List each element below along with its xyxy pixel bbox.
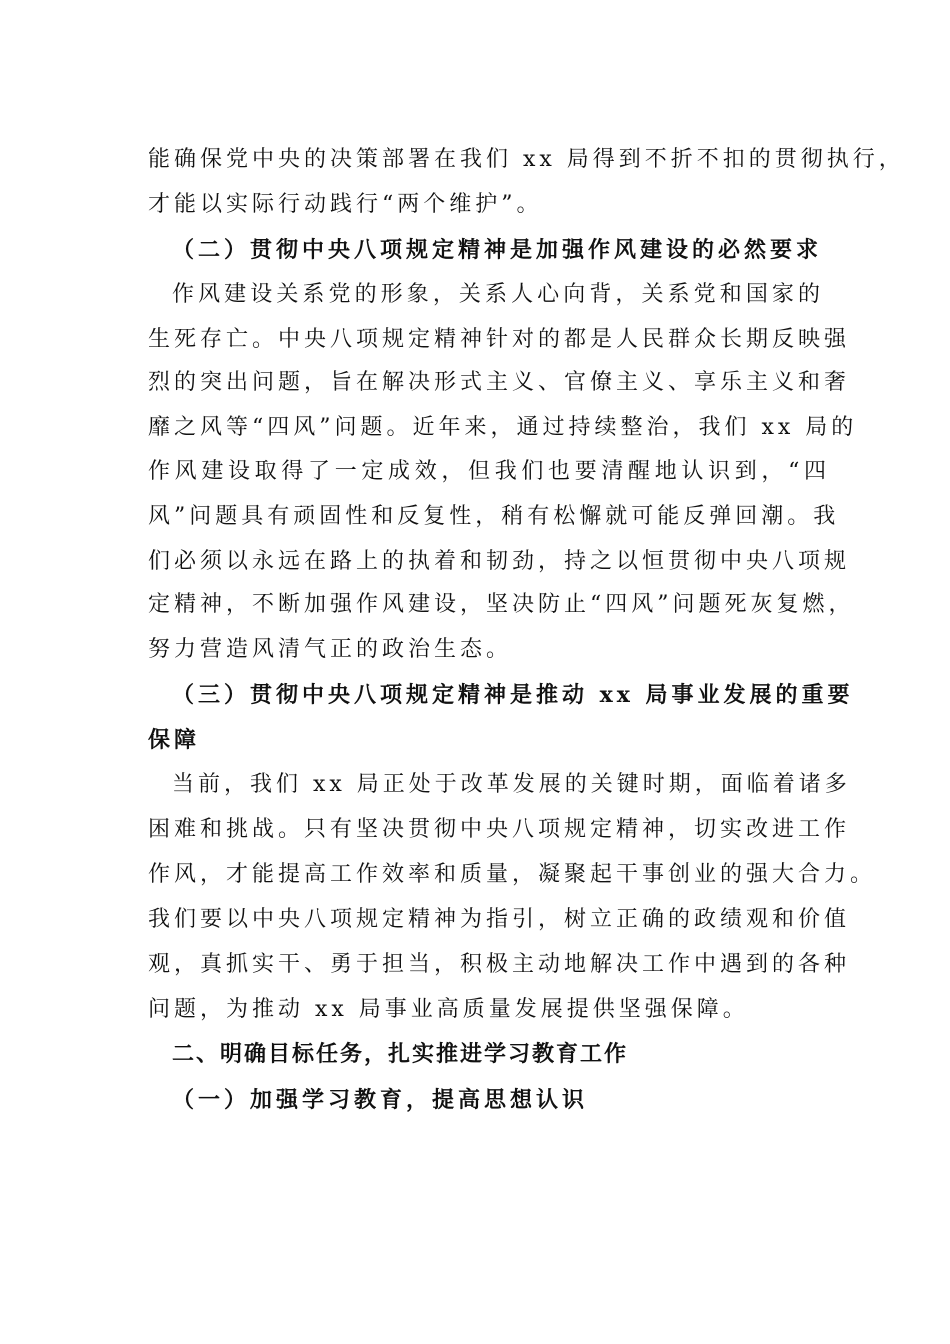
body-text-line: 我们要以中央八项规定精神为指引，树立正确的政绩观和价值 bbox=[148, 907, 851, 932]
body-text-line: 们必须以永远在路上的执着和韧劲，持之以恒贯彻中央八项规 bbox=[148, 549, 851, 574]
section-heading: 保障 bbox=[148, 727, 201, 753]
body-text-line: 靡之风等“四风”问题。近年来，通过持续整治，我们 xx 局的 bbox=[148, 415, 858, 440]
body-text-line: 问题，为推动 xx 局事业高质量发展提供坚强保障。 bbox=[148, 997, 749, 1022]
body-text-line: 困难和挑战。只有坚决贯彻中央八项规定精神，切实改进工作 bbox=[148, 817, 851, 842]
chapter-heading: 二、明确目标任务，扎实推进学习教育工作 bbox=[172, 1042, 629, 1067]
section-heading: （三）贯彻中央八项规定精神是推动 xx 局事业发展的重要 bbox=[172, 682, 854, 708]
section-heading: （二）贯彻中央八项规定精神是加强作风建设的必然要求 bbox=[172, 237, 823, 263]
body-text-line: 观，真抓实干、勇于担当，积极主动地解决工作中遇到的各种 bbox=[148, 952, 851, 977]
body-text-line: 才能以实际行动践行“两个维护”。 bbox=[148, 192, 543, 217]
body-text-line: 烈的突出问题，旨在解决形式主义、官僚主义、享乐主义和奢 bbox=[148, 370, 851, 395]
body-text-line: 能确保党中央的决策部署在我们 xx 局得到不折不扣的贯彻执行， bbox=[148, 147, 905, 172]
body-text-line: 作风建设关系党的形象，关系人心向背，关系党和国家的 bbox=[172, 282, 824, 307]
section-heading: （一）加强学习教育，提高思想认识 bbox=[172, 1087, 589, 1113]
body-text-line: 生死存亡。中央八项规定精神针对的都是人民群众长期反映强 bbox=[148, 327, 851, 352]
body-text-line: 作风建设取得了一定成效，但我们也要清醒地认识到，“四 bbox=[148, 459, 830, 484]
body-text-line: 定精神，不断加强作风建设，坚决防止“四风”问题死灰复燃， bbox=[148, 592, 855, 617]
body-text-line: 当前，我们 xx 局正处于改革发展的关键时期，面临着诸多 bbox=[172, 772, 851, 797]
body-text-line: 作风，才能提高工作效率和质量，凝聚起干事创业的强大合力。 bbox=[148, 862, 877, 887]
body-text-line: 风”问题具有顽固性和反复性，稍有松懈就可能反弹回潮。我 bbox=[148, 504, 840, 529]
body-text-line: 努力营造风清气正的政治生态。 bbox=[148, 637, 513, 662]
